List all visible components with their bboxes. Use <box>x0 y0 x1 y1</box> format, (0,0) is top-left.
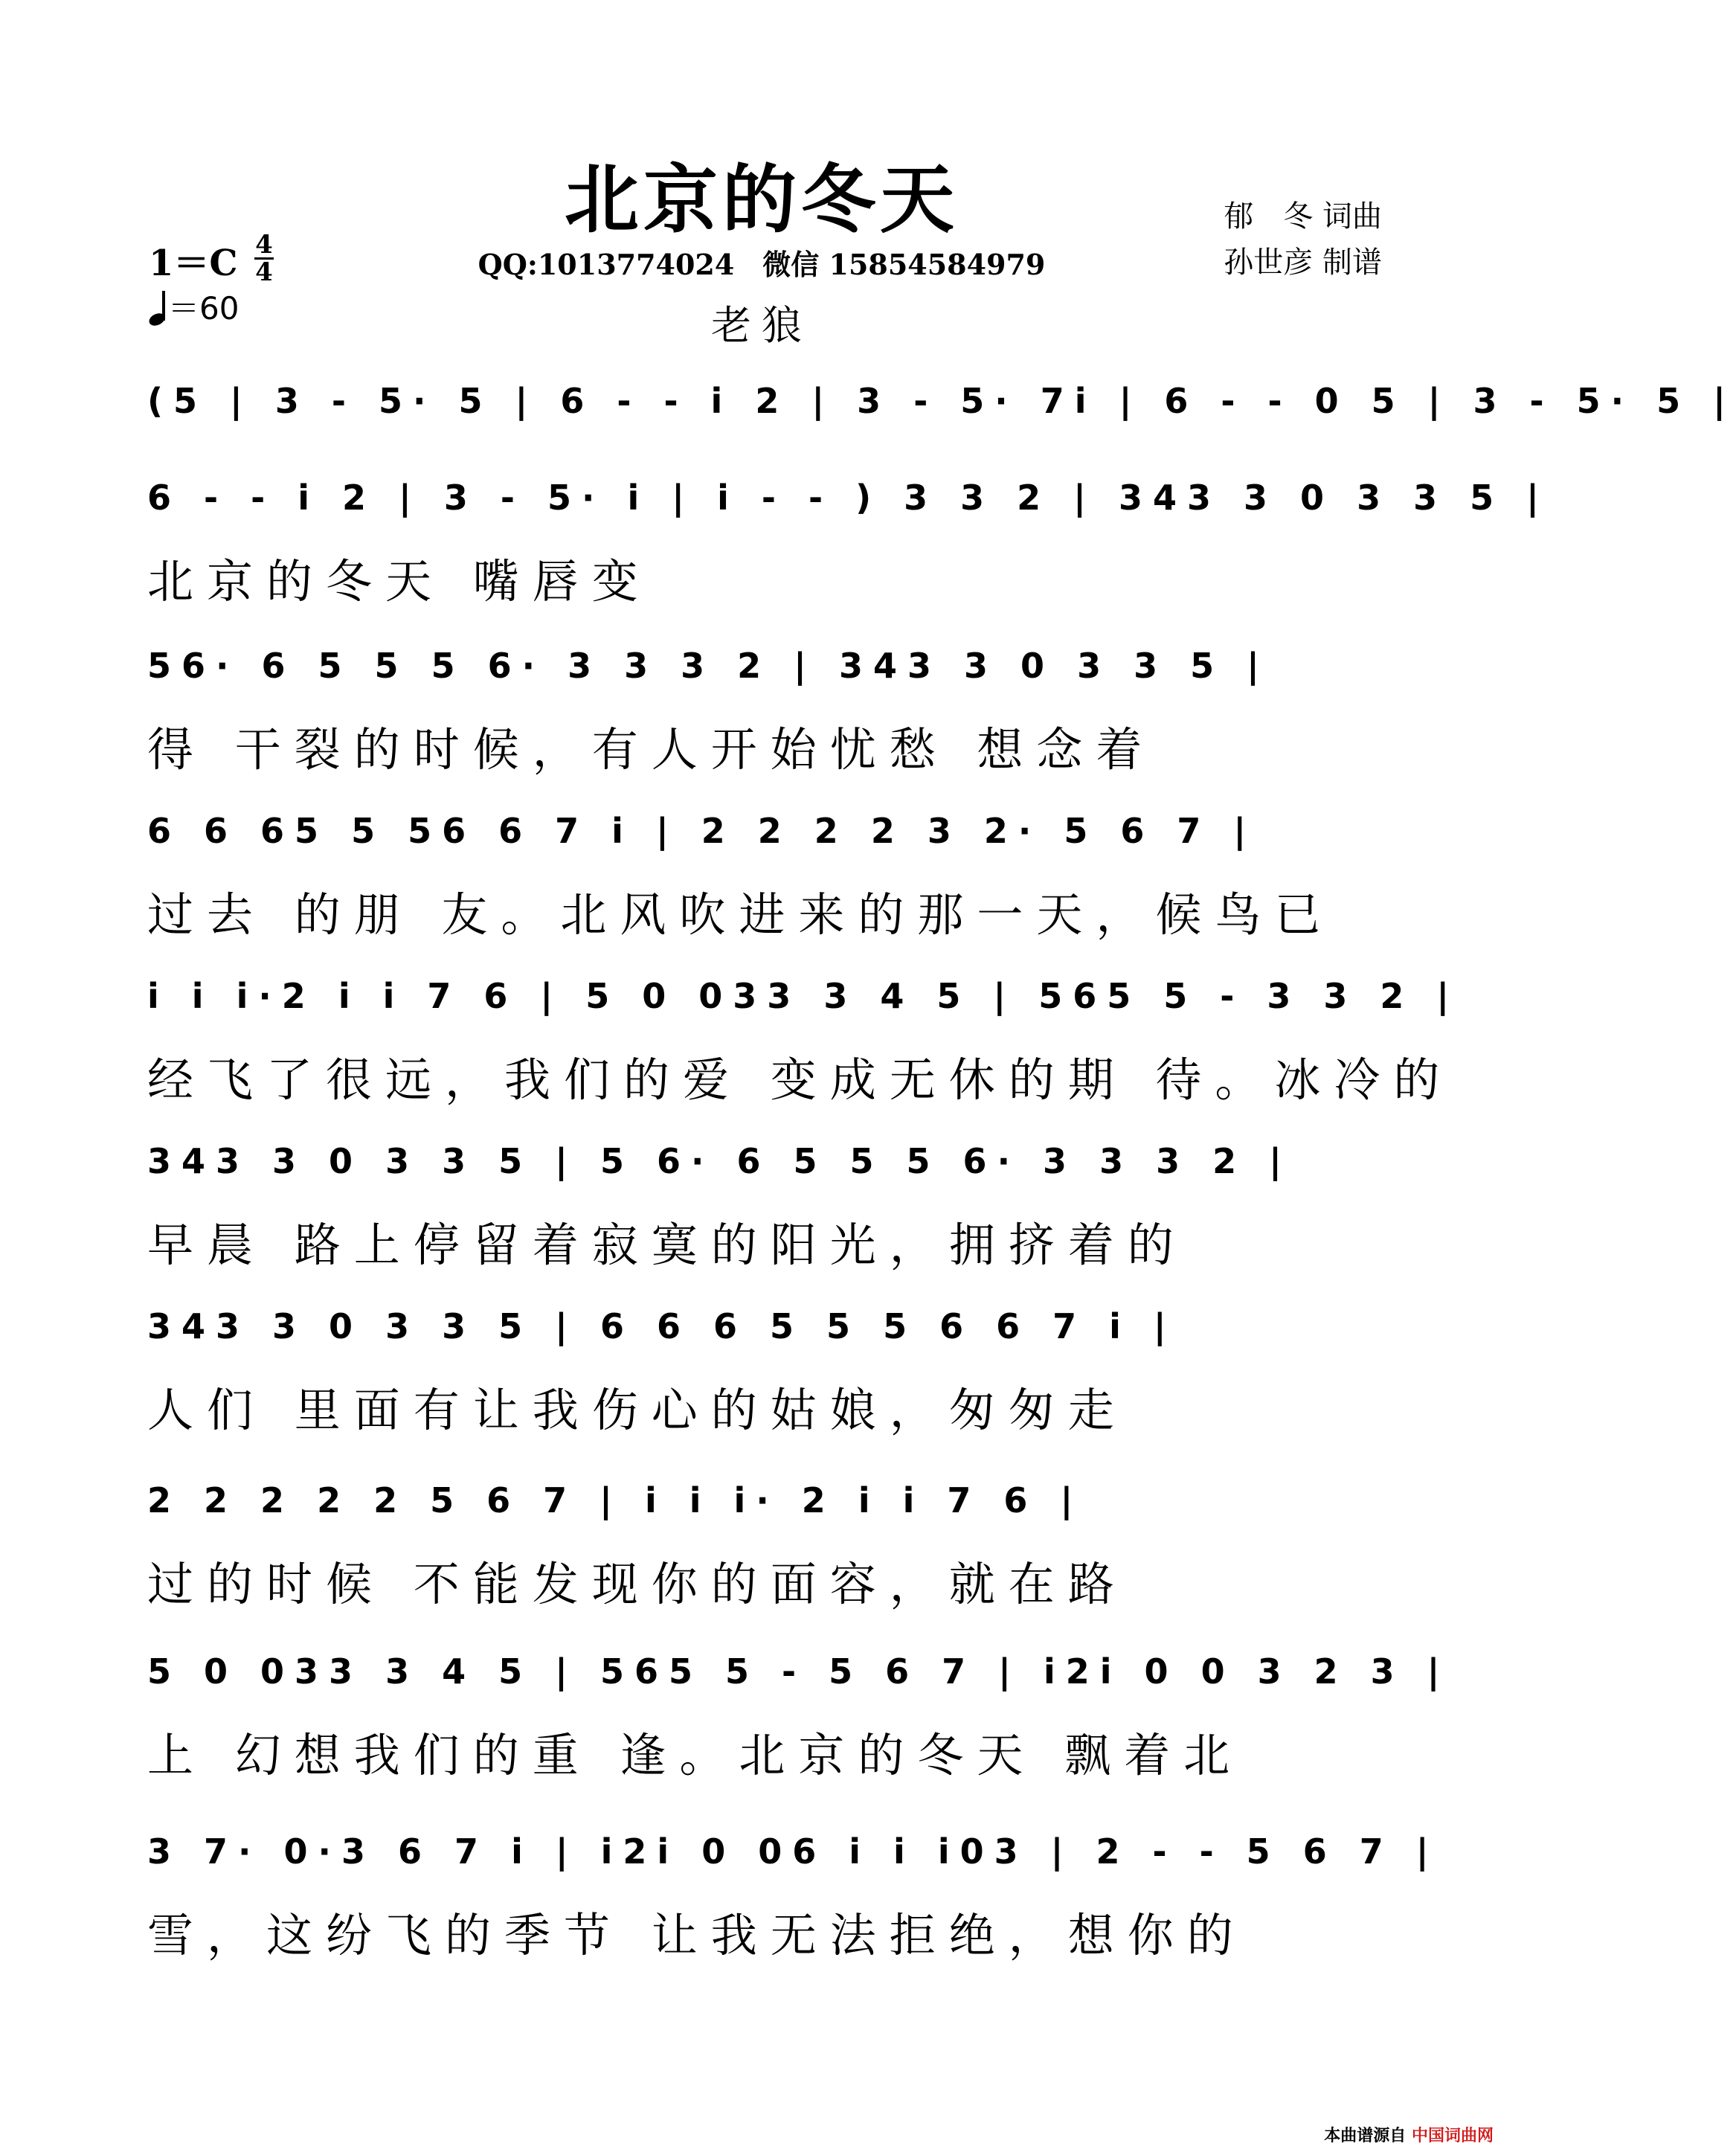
contact-info: QQ:1013774024 微信 15854584979 <box>478 248 1046 281</box>
notation-text: 6 6 65 5 56 6 7 i | 2 2 2 2 3 2· 5 6 7 | <box>147 811 1257 851</box>
notation-text: 343 3 0 3 3 5 | 5 6· 6 5 5 5 6· 3 3 3 2 | <box>147 1141 1292 1181</box>
notation-text: 2 2 2 2 2 5 6 7 | i i i· 2 i i 7 6 | <box>147 1480 1084 1520</box>
singer-name: 老狼 <box>711 302 812 349</box>
notation-text: 56· 6 5 5 5 6· 3 3 3 2 | 343 3 0 3 3 5 | <box>147 646 1270 686</box>
notation-text: 3 7· 0·3 6 7 i | i2i 0 06 i i i03 | 2 - - 5 6 7 | <box>147 1831 1439 1872</box>
notation-line <box>147 1480 1376 1547</box>
lyricist-composer: 郁 冬 词曲 <box>1224 199 1382 234</box>
notation-line <box>147 811 1376 878</box>
site-label[interactable]: 中国词曲网 <box>1411 2127 1494 2145</box>
source-label: 本曲谱源自 <box>1324 2127 1407 2145</box>
notation-line <box>147 1651 1450 1718</box>
lyrics-line: 上 幻想我们的重 逢。北京的冬天 飘着北 <box>147 1728 1244 1782</box>
notation-line <box>147 478 1549 545</box>
notation-text: 6 - - i 2 | 3 - 5· i | i - - ) 3 3 2 | 343 3 0 3 3 5 | <box>147 478 1549 518</box>
notation-line <box>147 976 1460 1043</box>
lyrics-line: 过去 的朋 友。北风吹进来的那一天，候鸟已 <box>147 887 1334 942</box>
lyrics-line: 过的时候 不能发现你的面容，就在路 <box>147 1557 1128 1611</box>
lyrics-line: 北京的冬天 嘴唇变 <box>147 554 652 608</box>
notation-text: i i i·2 i i 7 6 | 5 0 033 3 4 5 | 565 5 - 3 3 2 | <box>147 976 1460 1016</box>
key-signature: 1＝C <box>149 243 238 284</box>
arranger: 孙世彦 制谱 <box>1224 245 1382 280</box>
time-signature-top: 4 <box>255 230 273 260</box>
notation-line <box>147 646 1376 713</box>
lyrics-line: 得 干裂的时候，有人开始忧愁 想念着 <box>147 722 1156 777</box>
notation-text: (5 | 3 - 5· 5 | 6 - - i 2 | 3 - 5· 7i | 6 - - 0 5 | 3 - 5· 5 | <box>147 381 1736 421</box>
time-signature-bottom: 4 <box>255 257 273 287</box>
notation-text: 5 0 033 3 4 5 | 565 5 - 5 6 7 | i2i 0 0 3 2 3 | <box>147 1651 1450 1692</box>
lyrics-line: 经飞了很远，我们的爱 变成无休的期 待。冰冷的 <box>147 1053 1453 1107</box>
notation-line <box>147 1141 1376 1208</box>
lyrics-line: 早晨 路上停留着寂寞的阳光，拥挤着的 <box>147 1218 1187 1272</box>
tempo-value: ＝60 <box>168 290 239 327</box>
song-title: 北京的冬天 <box>565 155 959 243</box>
notation-text: 343 3 0 3 3 5 | 6 6 6 5 5 5 6 6 7 i | <box>147 1306 1177 1346</box>
notation-line <box>147 1306 1376 1373</box>
source-footer <box>1324 2123 1494 2146</box>
lyrics-line: 雪，这纷飞的季节 让我无法拒绝，想你的 <box>147 1908 1247 1962</box>
notation-line <box>147 381 1736 448</box>
lyrics-line: 人们 里面有让我伤心的姑娘，匆匆走 <box>147 1383 1128 1437</box>
notation-line <box>147 1831 1439 1898</box>
